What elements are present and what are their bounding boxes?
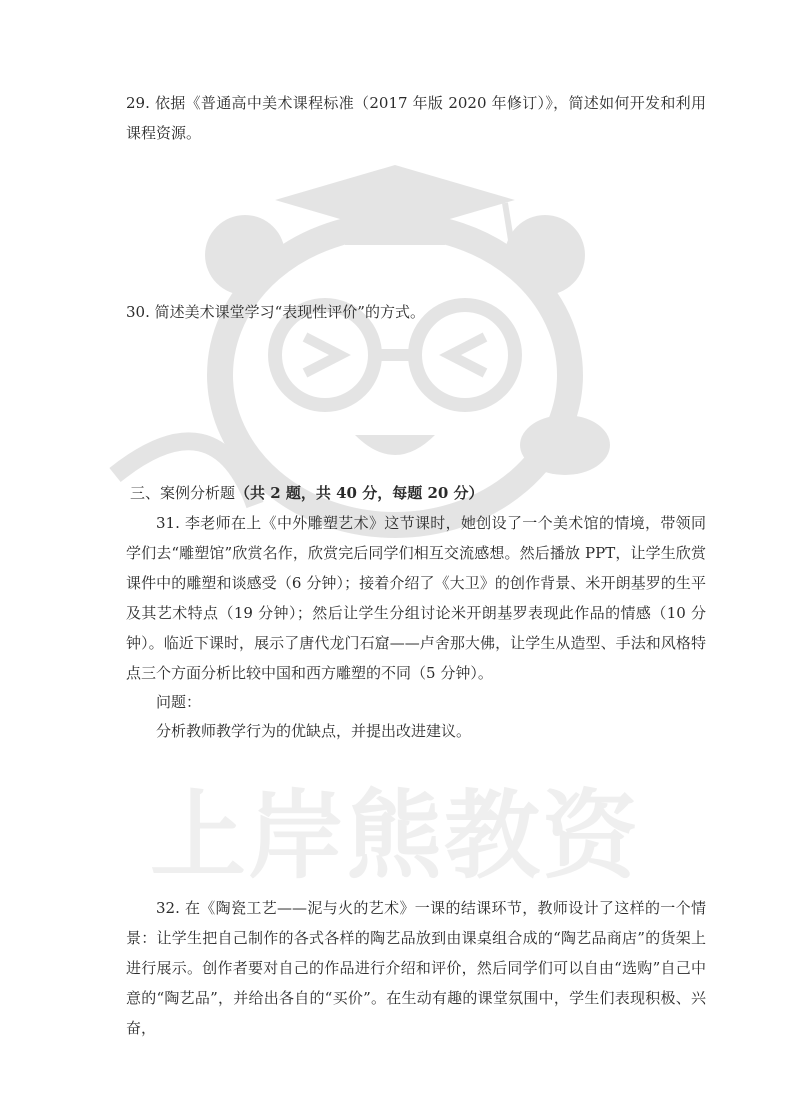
question-31-label: 问题： — [156, 693, 202, 711]
section-detail: （共 2 题，共 40 分，每题 20 分） — [235, 484, 484, 502]
question-30: 30. 简述美术课堂学习“表现性评价”的方式。 — [126, 303, 425, 321]
brand-watermark-text: 上岸熊教资 — [150, 780, 640, 892]
section-title: 三、案例分析题 — [130, 484, 236, 502]
question-31-prompt: 分析教师教学行为的优缺点，并提出改进建议。 — [156, 722, 472, 740]
question-32: 32. 在《陶瓷工艺——泥与火的艺术》一课的结课环节，教师设计了这样的一个情景：让学生把自己制作的各式各样的陶艺品放到由课桌组合成的“陶艺品商店”的货架上进行展示。创作者要对自己的作品进行介绍和评价，然后同学们可以自由“选购”自己中意的“陶艺品”，并给出各自的“买价”。在生动有趣的课堂氛围中，学生们表现积极、兴奋， — [126, 899, 706, 1037]
question-31: 31. 李老师在上《中外雕塑艺术》这节课时，她创设了一个美术馆的情境，带领同学们去“雕塑馆”欣赏名作，欣赏完后同学们相互交流感想。然后播放 PPT，让学生欣赏课件中的雕塑和谈感受（6 分钟）；接着介绍了《大卫》的创作背景、米开朗基罗的生平及其艺术特点（19 分钟）；然后让学生分组讨论米开朗基罗表现此作品的情感（10 分钟）。临近下课时，展示了唐代龙门石窟——卢舍那大佛，让学生从造型、手法和风格特点三个方面分析比较中国和西方雕塑的不同（5 分钟）。 — [126, 514, 706, 682]
question-29: 29. 依据《普通高中美术课程标准（2017 年版 2020 年修订）》，简述如何开发和利用课程资源。 — [126, 94, 706, 142]
section-heading — [130, 478, 484, 508]
